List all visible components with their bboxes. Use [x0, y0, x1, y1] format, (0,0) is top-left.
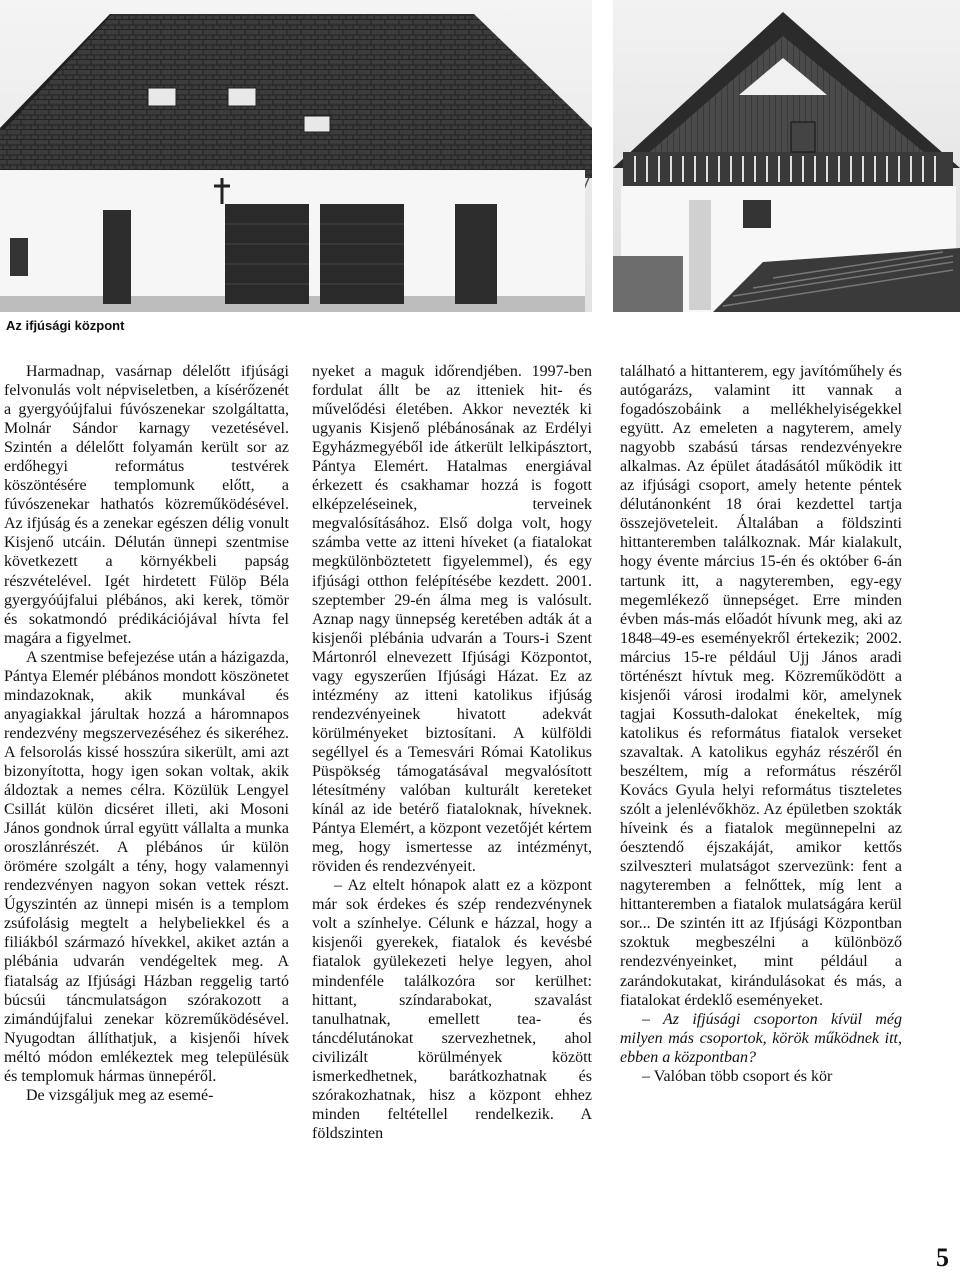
- photo-youth-center-front: [0, 0, 592, 312]
- photo-caption: Az ifjúsági központ: [6, 318, 125, 333]
- article-column-1: [4, 362, 289, 1105]
- page-number: 5: [936, 1243, 949, 1272]
- article-column-2: [312, 362, 592, 1143]
- paragraph: Harmadnap, vasárnap délelőtt ifjúsági felvonulás volt népviseletben, a kísérőzenét a gyergyóújfalui fúvószenekar szolgáltatta, Molnár Sándor karnagy vezetésével. Szintén a délelőtt folyamán került sor az erdőhegyi református testvérek köszöntésére templomunk előtt, a fúvószenekar hathatós közreműködésével. Az ifjúság és a zenekar egészen délig vonult Kisjenő utcáin. Délután ünnepi szentmise következett a környékbeli papság részvételével. Igét hirdetett Fülöp Béla gyergyóújfalui plébános, aki kerek, tömör és sokatmondó prédikációjával hívta fel magára a figyelmet.: [4, 363, 289, 647]
- photo-youth-center-side: [613, 0, 960, 312]
- paragraph: De vizsgáljuk meg az esemé-: [26, 1086, 214, 1104]
- paragraph: A szentmise befejezése után a házigazda, Pántya Elemér plébános mondott köszönetet mindazoknak, akik munkával és anyagiakkal járultak hozzá a háromnapos rendezvény megszervezéséhez és sikeréhez. A felsorolás kissé hosszúra sikerült, ami azt bizonyította, hogy igen sokan voltak, akik áldoztak a nemes célra. Közülük Lengyel Csillát külön dicséret illeti, aki Mosoni János gondnok úrral együtt vállalta a munka oroszlánrészét. A plébános úr külön örömére szolgált a tény, hogy valamennyi rendezvényen nagyon sokan vettek részt. Úgyszintén az ünnepi misén is a templom zsúfolásig megtelt a helybeliekkel és a filiákból származó hívekkel, akiket aztán a plébánia udvarán vendégeltek meg. A fiatalság az Ifjúsági Házban reggelig tartó búcsúi táncmulatságon szórakozott a zimándújfalui zenekar közreműködésével. Nyugodtan állíthatjuk, a kisjenői hívek méltó módon emlékeztek meg településük és templomuk hármas ünnepéről.: [4, 648, 289, 1085]
- paragraph: található a hittanterem, egy javítóműhely és autógarázs, valamint itt vannak a fogadószobáink a mellékhelyiségekkel együtt. Az emeleten a nagyterem, amely nagyobb szabású társas rendezvényekre alkalmas. Az épület átadásától működik itt az ifjúsági csoport, amely hetente péntek délutánonként 18 órai kezdettel tartja összejöveteleit. Általában a földszinti hittanteremben találkoznak. Már kialakult, hogy évente március 15-én és október 6-án tartunk itt, a nagyteremben, egy-egy megemlékező ünnepséget. Erre minden évben más-más előadót hívunk meg, aki az 1848–49-es eseményekről értekezik; 2002. március 15-re például Ujj János aradi történészt hívtuk meg. Közreműködött a kisjenői városi irodalmi kör, amelynek tagjai Kossuth-dalokat énekeltek, míg katolikus és református fiatalok verseket szavaltak. A katolikus egyház részéről én beszéltem, míg a református részéről Kovács Gyula helyi református tiszteletes szólt a jelenlévőkhöz. Az épületben szokták híveink és a fiatalok megünnepelni az óesztendő éjszakáját, amikor kettős szilveszteri mulatságot szervezünk: fent a nagyteremben a felnőttek, míg lent a hittanteremben a fiatalok mulatságára kerül sor... De szintén itt az Ifjúsági Központban szoktuk megbeszélni a különböző rendezvényeinket, mint például a zarándokutakat, kirándulásokat és más, a fiatalokat érdeklő eseményeket.: [620, 363, 902, 1009]
- house-side-drawing: [613, 0, 960, 312]
- house-front-drawing: [0, 0, 592, 312]
- paragraph: – Az eltelt hónapok alatt ez a központ már sok érdekes és szép rendezvénynek volt a színhelye. Célunk e házzal, hogy a kisjenői gyerekek, fiatalok és kevésbé fiatalok gyülekezeti helye legyen, ahol mindenféle találkozóra sor kerülhet: hittant, színdarabokat, szavalást tanulhatnak, emellett tea- és táncdélutánokat szervezhetnek, ahol civilizált körülmények között ismerkedhetnek, barátkozhatnak és szórakozhatnak, hisz a központ ehhez minden feltétellel rendelkezik. A földszinten: [312, 877, 592, 1142]
- paragraph: – Valóban több csoport és kör: [642, 1067, 833, 1085]
- paragraph: nyeket a maguk időrendjében. 1997-ben fordulat állt be az itteniek hit- és művelődési életében. Akkor nevezték ki ugyanis Kisjenő plébánosának az Erdélyi Egyházmegyéből ide átkerült lelkipásztort, Pántya Elemért. Hatalmas energiával érkezett és csakhamar hozzá is fogott elképzeléseinek, terveinek megvalósításához. Első dolga volt, hogy számba vette az itteni híveket (a fiatalokat megkülönböztetett figyelemmel), és egy ifjúsági otthon felépítésébe kezdett. 2001. szeptember 29-én álma meg is valósult. Aznap nagy ünnepség keretében adták át a kisjenői plébánia udvarán a Tours-i Szent Mártonról elnevezett Ifjúsági Központot, vagy egyszerűen Ifjúsági Házat. Ez az intézmény az itteni katolikus ifjúság rendezvényeinek hivatott adekvát körülményeket biztosítani. A külföldi segéllyel és a Temesvári Római Katolikus Püspökség támogatásával megvalósított létesítmény valóban kulturált kereteket kínál az ide betérő fiataloknak, híveknek. Pántya Elemért, a központ vezetőjét kértem meg, hogy ismertesse az intézményt, röviden és rendezvényeit.: [312, 363, 592, 876]
- article-column-3: [620, 362, 902, 1086]
- interview-question: – Az ifjúsági csoporton kívül még milyen más csoportok, körök működnek itt, ebben a központban?: [620, 1010, 902, 1066]
